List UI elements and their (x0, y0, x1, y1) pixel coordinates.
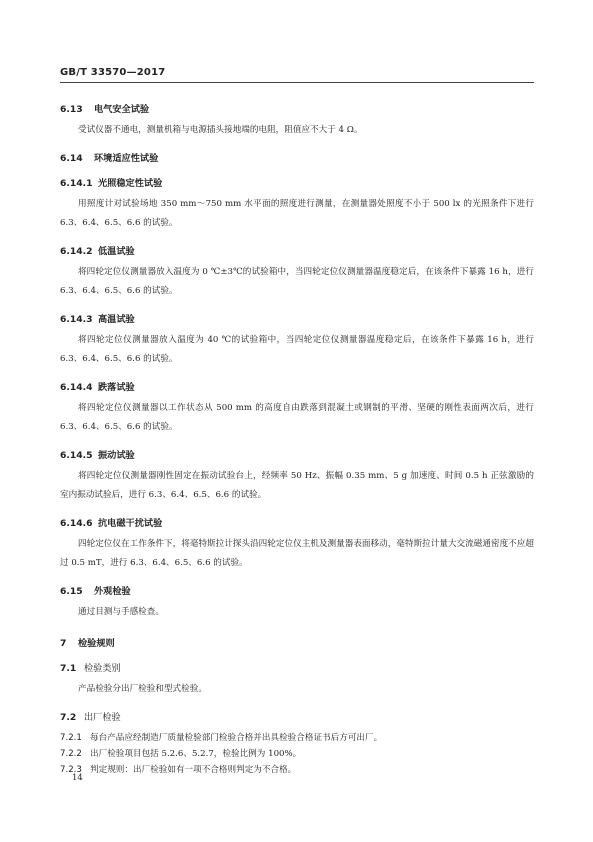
section-paragraph: 用照度计对试验场地 350 mm～750 mm 水平面的照度进行测量，在测量器处照度不小于 500 lx 的光照条件下进行 6.3、6.4、6.5、6.6 的试验。 (60, 198, 534, 228)
page-number: 14 (72, 773, 83, 783)
section-paragraph: 通过目测与手感检查。 (78, 606, 164, 617)
chapter-heading-7: 7 检验规则 (60, 638, 115, 649)
document-id: GB/T 33570—2017 (60, 67, 166, 78)
clause-item-7-2-3: 7.2.3 判定规则：出厂检验如有一项不合格则判定为不合格。 (60, 764, 297, 775)
section-heading-6-14-4: 6.14.4 跌落试验 (60, 381, 135, 393)
header-rule (60, 82, 534, 83)
section-heading-6-14: 6.14 环境适应性试验 (60, 152, 159, 164)
section-heading-6-13: 6.13 电气安全试验 (60, 104, 150, 115)
section-heading-7-1: 7.1 检验类别 (60, 663, 121, 674)
section-heading-6-15: 6.15 外观检验 (60, 585, 131, 597)
section-heading-6-14-5: 6.14.5 振动试验 (60, 449, 135, 461)
section-paragraph: 将四轮定位仪测量器刚性固定在振动试验台上，经频率 50 Hz、振幅 0.35 mm、5 g 加速度、时间 0.5 h 正弦激励的室内振动试验后，进行 6.3、6.4、6.5、6.6 的试验。 (60, 470, 534, 500)
clause-item-7-2-2: 7.2.2 出厂检验项目包括 5.2.6、5.2.7，检验比例为 100%。 (60, 748, 302, 759)
section-heading-6-14-6: 6.14.6 抗电磁干扰试验 (60, 517, 163, 529)
clause-list (60, 730, 534, 778)
section-paragraph: 将四轮定位仪测量器放入温度为 0 ℃±3℃的试验箱中，当四轮定位仪测量器温度稳定后，在该条件下暴露 16 h，进行 6.3、6.4、6.5、6.6 的试验。 (60, 266, 534, 296)
page-content (60, 94, 534, 778)
section-paragraph: 产品检验分出厂检验和型式检验。 (78, 684, 207, 694)
section-paragraph: 将四轮定位仪测量器以工作状态从 500 mm 的高度自由跌落到混凝土或钢制的平滑、坚硬的刚性表面两次后，进行 6.3、6.4、6.5、6.6 的试验。 (60, 402, 534, 432)
clause-item-7-2-1: 7.2.1 每台产品应经制造厂质量检验部门检验合格并出具检验合格证书后方可出厂。 (60, 732, 383, 743)
section-heading-6-14-3: 6.14.3 高温试验 (60, 313, 135, 325)
section-paragraph: 受试仪器不通电，测量机箱与电源插头接地端的电阻，阻值应不大于 4 Ω。 (78, 125, 363, 135)
section-paragraph: 四轮定位仪在工作条件下，将毫特斯拉计探头沿四轮定位仪主机及测量器表面移动，毫特斯拉计量大交流磁通密度不应超过 0.5 mT，进行 6.3、6.4、6.5、6.6 的试验。 (60, 538, 534, 568)
section-paragraph: 将四轮定位仪测量器放入温度为 40 ℃的试验箱中，当四轮定位仪测量器温度稳定后，在该条件下暴露 16 h，进行 6.3、6.4、6.5、6.6 的试验。 (60, 334, 534, 364)
section-heading-6-14-1: 6.14.1 光照稳定性试验 (60, 177, 163, 189)
section-heading-6-14-2: 6.14.2 低温试验 (60, 245, 135, 257)
section-heading-7-2: 7.2 出厂检验 (60, 711, 121, 723)
